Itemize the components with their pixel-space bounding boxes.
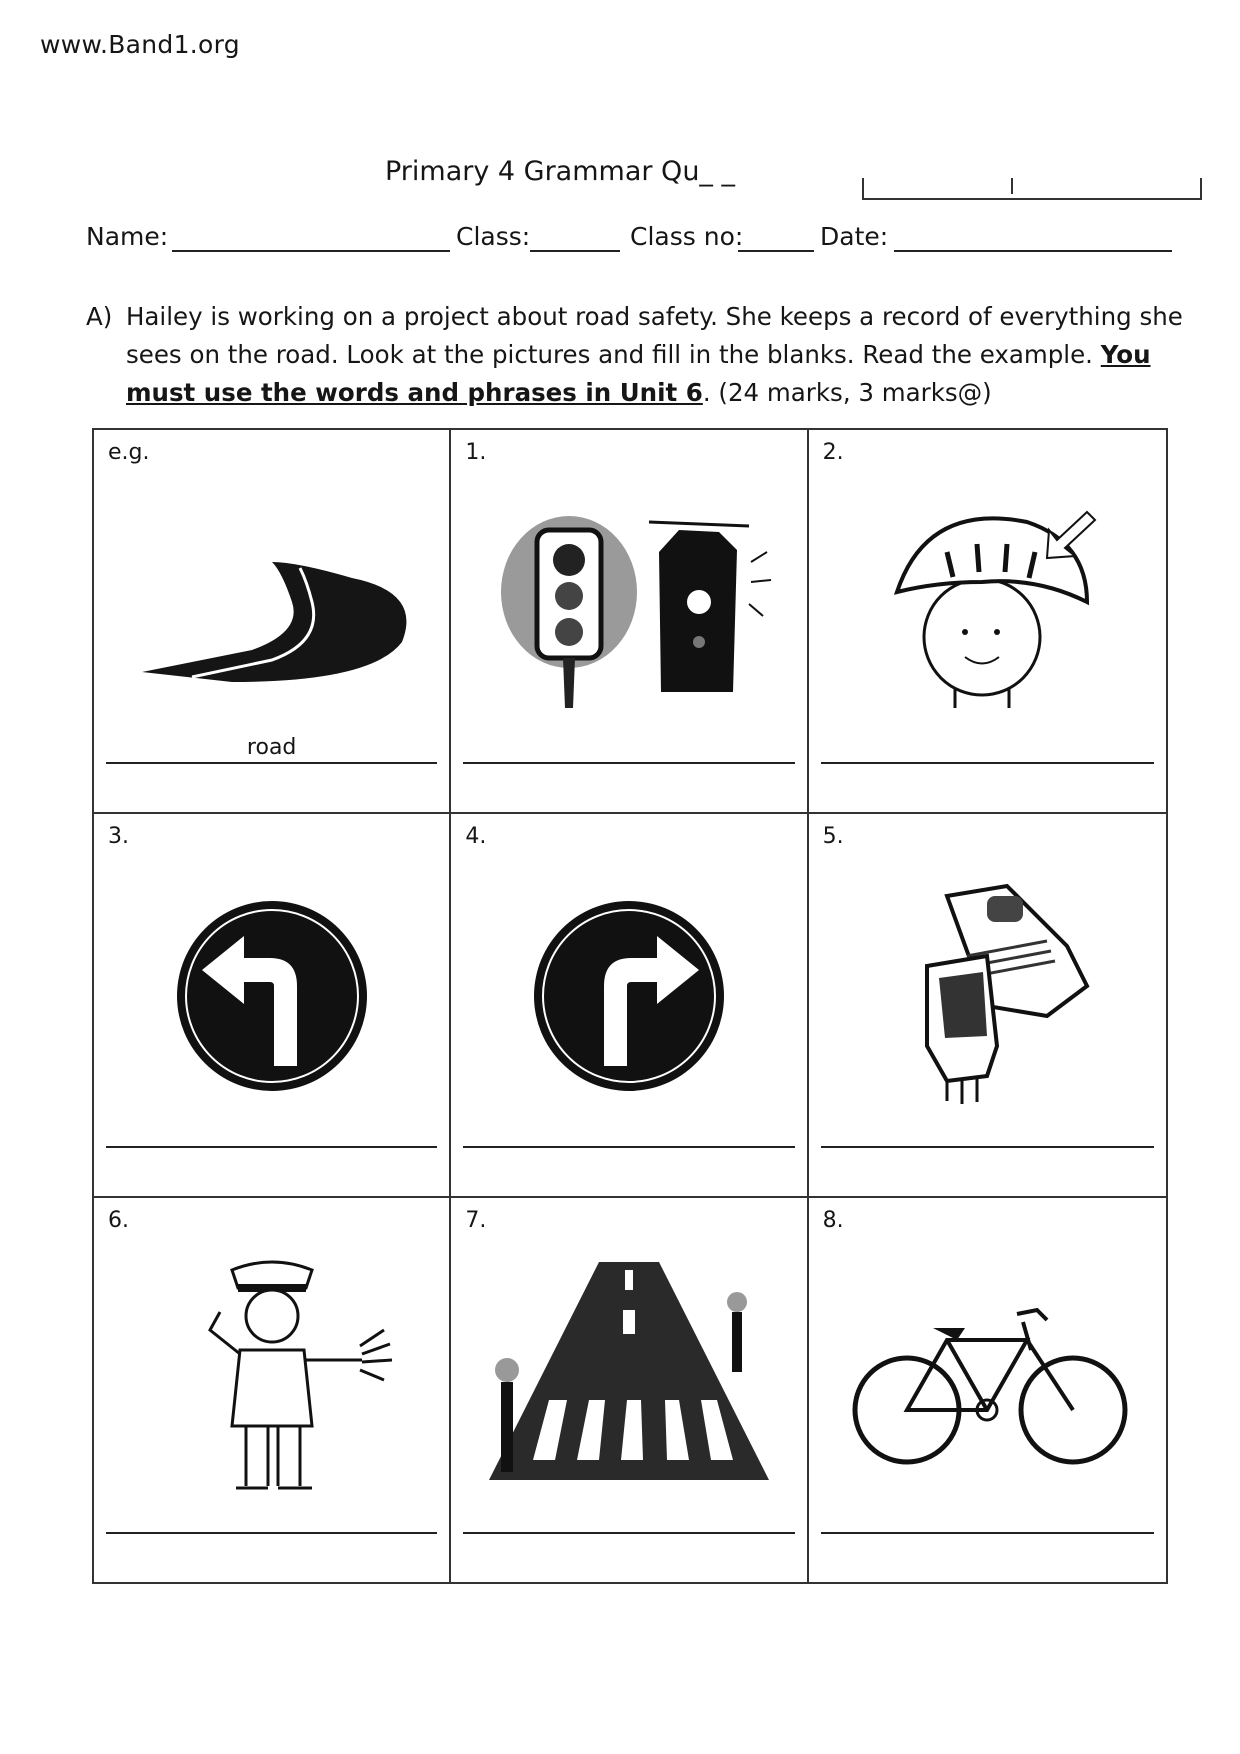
item-cell-example — [94, 430, 451, 814]
item-label: 1. — [465, 440, 487, 465]
helmet-picture — [837, 482, 1137, 732]
item-cell-1 — [451, 430, 808, 814]
class-label: Class: — [456, 222, 531, 251]
instructions-text — [126, 298, 1196, 412]
class-no-field[interactable] — [738, 250, 814, 252]
answer-line[interactable] — [106, 1532, 437, 1534]
item-label: 2. — [822, 440, 844, 465]
instructions-part-2: . (24 marks, 3 marks@) — [702, 378, 992, 407]
traffic-police-picture — [122, 1250, 422, 1500]
name-field[interactable] — [172, 250, 450, 252]
instructions-part-1: Hailey is working on a project about road safety. She keeps a record of everything she sees on the road. Look at the pictures and fill in the blanks. Read the example. — [126, 302, 1183, 369]
class-no-label: Class no: — [630, 222, 744, 251]
turn-right-sign-picture — [479, 866, 779, 1116]
zebra-crossing-picture — [479, 1250, 779, 1500]
turn-left-sign-picture — [122, 866, 422, 1116]
item-cell-5 — [809, 814, 1166, 1198]
item-cell-7 — [451, 1198, 808, 1582]
item-label: 7. — [465, 1208, 487, 1233]
item-label: 3. — [108, 824, 129, 849]
site-url: www.Band1.org — [40, 30, 240, 59]
item-cell-3 — [94, 814, 451, 1198]
bicycle-picture — [837, 1250, 1137, 1500]
road-picture — [122, 482, 422, 732]
instructions-emphasis: You must use the words and phrases in Unit 6 — [126, 340, 1151, 407]
answer-line[interactable] — [463, 1532, 794, 1534]
item-cell-6 — [94, 1198, 451, 1582]
item-label: 8. — [822, 1208, 844, 1233]
answer-line[interactable] — [106, 762, 437, 764]
answer-line[interactable] — [106, 1146, 437, 1148]
answer-line[interactable] — [821, 762, 1154, 764]
gloves-picture — [837, 866, 1137, 1116]
item-label: 5. — [822, 824, 844, 849]
item-cell-8 — [809, 1198, 1166, 1582]
answer-line[interactable] — [821, 1146, 1154, 1148]
traffic-lights-picture — [479, 482, 779, 732]
item-cell-2 — [809, 430, 1166, 814]
answer-line[interactable] — [463, 762, 794, 764]
exercise-grid — [92, 428, 1168, 1584]
instructions — [86, 298, 1196, 412]
item-label: 6. — [108, 1208, 129, 1233]
score-box — [862, 178, 1202, 200]
item-label: e.g. — [108, 440, 150, 465]
date-field[interactable] — [894, 250, 1172, 252]
answer-line[interactable] — [463, 1146, 794, 1148]
date-label: Date: — [820, 222, 889, 251]
item-cell-4 — [451, 814, 808, 1198]
score-box-divider — [1011, 178, 1013, 194]
answer-line[interactable] — [821, 1532, 1154, 1534]
page-title-text: Primary 4 Grammar Qu_ _ — [384, 156, 736, 187]
section-label: A) — [86, 302, 113, 331]
answer-text: road — [246, 735, 297, 760]
name-label: Name: — [86, 222, 169, 251]
item-label: 4. — [465, 824, 487, 849]
class-field[interactable] — [530, 250, 620, 252]
